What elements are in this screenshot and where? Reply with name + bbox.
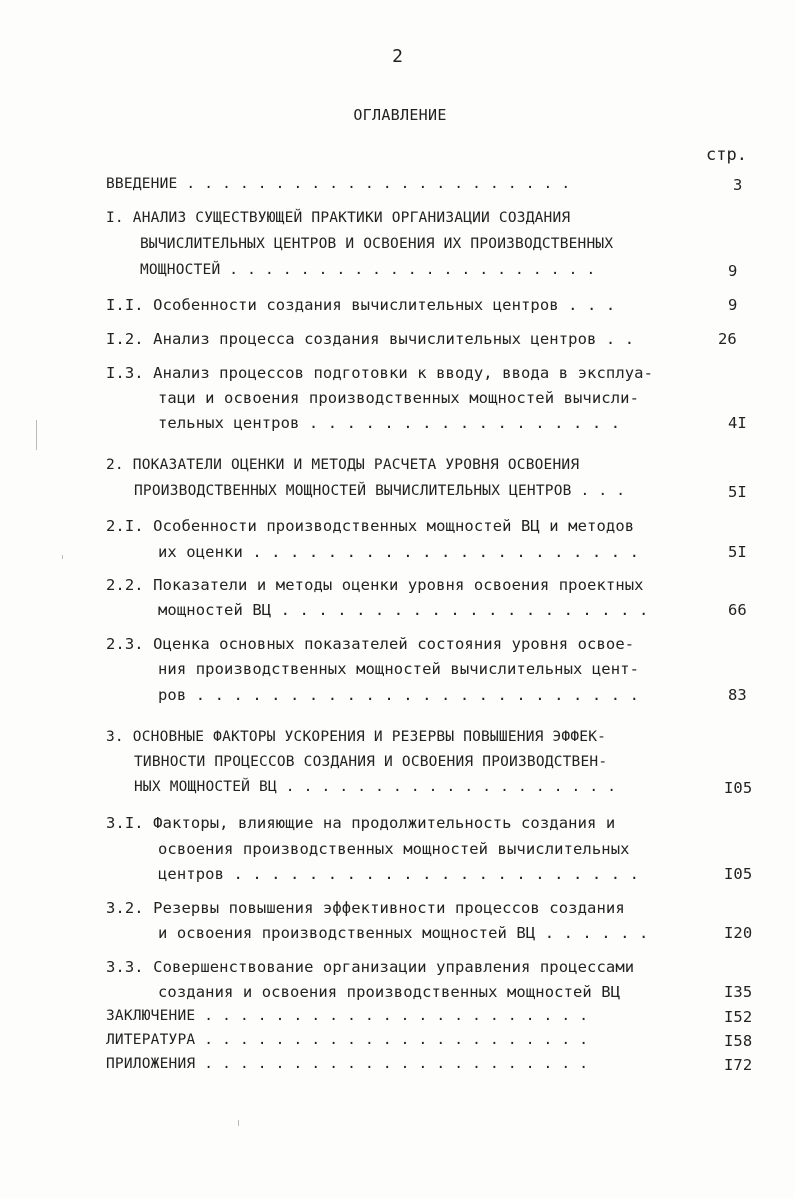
toc-entry-line: ВВЕДЕНИЕ . . . . . . . . . . . . . . . . . . . . . . (106, 176, 571, 192)
toc-entry-page: I05 (724, 779, 753, 797)
page-number: 2 (392, 46, 403, 67)
toc-entry-line: ния производственных мощностей вычислительных цент- (158, 660, 640, 678)
toc-entry-line: их оценки . . . . . . . . . . . . . . . . . . . . . (158, 543, 640, 561)
toc-entry-page: I58 (724, 1032, 753, 1050)
toc-entry-page: I35 (724, 983, 753, 1001)
toc-entry-line: ПРОИЗВОДСТВЕННЫХ МОЩНОСТЕЙ ВЫЧИСЛИТЕЛЬНЫХ ЦЕНТРОВ . . . (134, 483, 626, 499)
scan-speck (36, 420, 37, 450)
toc-entry-line: НЫХ МОЩНОСТЕЙ ВЦ . . . . . . . . . . . . . . . . . . . (134, 779, 617, 795)
toc-entry-page: I52 (724, 1008, 753, 1026)
toc-entry-line: освоения производственных мощностей вычислительных (158, 840, 630, 858)
scan-speck (62, 555, 63, 559)
toc-entry-page: I72 (724, 1056, 753, 1074)
toc-entry-line: ВЫЧИСЛИТЕЛЬНЫХ ЦЕНТРОВ И ОСВОЕНИЯ ИХ ПРОИЗВОДСТВЕННЫХ (140, 236, 614, 252)
toc-entry-line: I.2. Анализ процесса создания вычислительных центров . . (106, 330, 635, 348)
toc-entry-line: 3.3. Совершенствование организации управления процессами (106, 958, 635, 976)
toc-entry-line: 3. ОСНОВНЫЕ ФАКТОРЫ УСКОРЕНИЯ И РЕЗЕРВЫ ПОВЫШЕНИЯ ЭФФЕК- (106, 729, 607, 745)
toc-entry-page: 5I (728, 543, 747, 561)
toc-entry-line: центров . . . . . . . . . . . . . . . . . . . . . . (158, 865, 640, 883)
toc-entry-line: 2.I. Особенности производственных мощностей ВЦ и методов (106, 517, 635, 535)
toc-entry-line: тельных центров . . . . . . . . . . . . . . . . . (158, 414, 621, 432)
toc-entry-line: 3.2. Резервы повышения эффективности процессов создания (106, 899, 625, 917)
toc-entry-line: I.3. Анализ процессов подготовки к вводу, ввода в эксплуа- (106, 364, 654, 382)
toc-entry-line: 2. ПОКАЗАТЕЛИ ОЦЕНКИ И МЕТОДЫ РАСЧЕТА УРОВНЯ ОСВОЕНИЯ (106, 457, 580, 473)
toc-entry-page: 5I (728, 483, 747, 501)
toc-entry-page: 3 (733, 176, 743, 194)
toc-entry-line: и освоения производственных мощностей ВЦ . . . . . . (158, 924, 649, 942)
toc-entry-line: создания и освоения производственных мощностей ВЦ (158, 983, 621, 1001)
toc-entry-page: 83 (728, 686, 747, 704)
toc-entry-page: I20 (724, 924, 753, 942)
toc-entry-line: ЗАКЛЮЧЕНИЕ . . . . . . . . . . . . . . . . . . . . . . (106, 1008, 589, 1024)
toc-entry-line: ров . . . . . . . . . . . . . . . . . . . . . . . . (158, 686, 640, 704)
toc-entry-line: ЛИТЕРАТУРА . . . . . . . . . . . . . . . . . . . . . . (106, 1032, 589, 1048)
toc-entry-page: I05 (724, 865, 753, 883)
toc-entry-line: ПРИЛОЖЕНИЯ . . . . . . . . . . . . . . . . . . . . . . (106, 1056, 589, 1072)
toc-entry-page: 4I (728, 414, 747, 432)
toc-entry-line: таци и освоения производственных мощностей вычисли- (158, 389, 640, 407)
toc-entry-line: I.I. Особенности создания вычислительных центров . . . (106, 296, 616, 314)
toc-entry-line: 3.I. Факторы, влияющие на продолжительность создания и (106, 814, 616, 832)
toc-entry-page: 26 (718, 330, 737, 348)
toc-entry-line: мощностей ВЦ . . . . . . . . . . . . . . . . . . . . (158, 601, 649, 619)
toc-entry-line: 2.3. Оценка основных показателей состояния уровня освое- (106, 635, 635, 653)
toc-entry-line: ТИВНОСТИ ПРОЦЕССОВ СОЗДАНИЯ И ОСВОЕНИЯ ПРОИЗВОДСТВЕН- (134, 754, 608, 770)
page-column-label: стр. (706, 145, 747, 165)
toc-entry-page: 66 (728, 601, 747, 619)
toc-entry-page: 9 (728, 262, 738, 280)
toc-entry-line: I. АНАЛИЗ СУЩЕСТВУЮЩЕЙ ПРАКТИКИ ОРГАНИЗАЦИИ СОЗДАНИЯ (106, 210, 571, 226)
toc-entry-page: 9 (728, 296, 738, 314)
page-title: ОГЛАВЛЕНИЕ (353, 106, 447, 124)
toc-entry-line: 2.2. Показатели и методы оценки уровня освоения проектных (106, 576, 644, 594)
scan-speck (238, 1120, 239, 1126)
toc-entry-line: МОЩНОСТЕЙ . . . . . . . . . . . . . . . . . . . . . (140, 262, 596, 278)
